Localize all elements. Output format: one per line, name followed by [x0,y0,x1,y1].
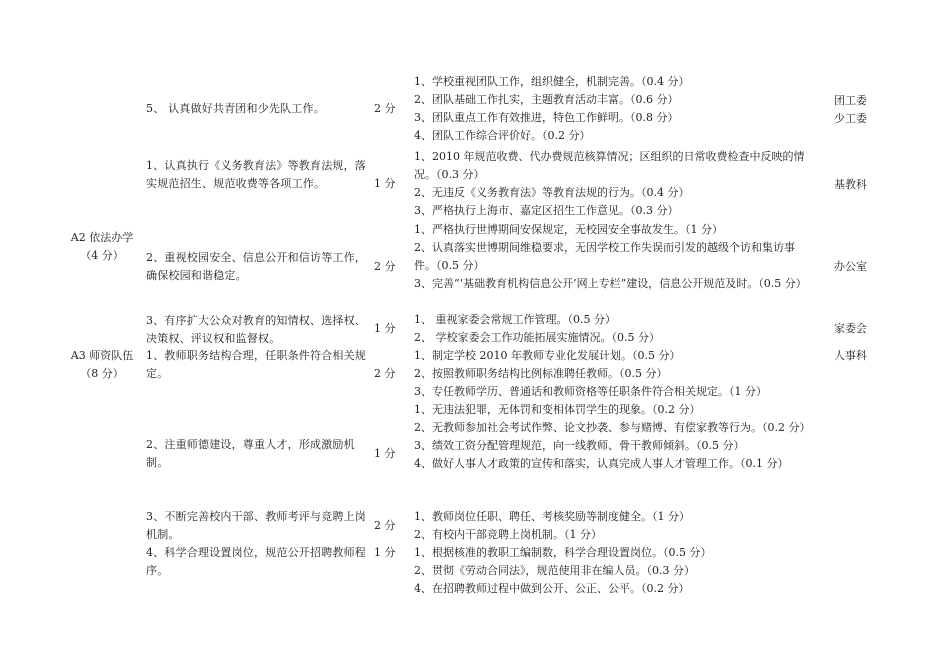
criteria-line: 2、有校内干部竞聘上岗机制。（1 分） [414,528,602,541]
criteria-list [414,347,814,401]
criteria-line: 1、2010 年规范收费、代办费规范核算情况；区组织的日常收费检查中反映的情况。（0.3 分） [414,150,805,181]
criteria-line: 4、做好人事人才政策的宣传和落实，认真完成人事人才管理工作。（0.1 分） [414,457,789,470]
item-text: 3、有序扩大公众对教育的知情权、选择权、决策权、评议权和监督权。 [146,314,366,345]
dept-label: 团工委 [834,94,867,107]
item-score: 2 分 [374,102,396,115]
criteria-list [414,401,814,473]
criteria-list [414,73,814,145]
item-score: 2 分 [374,367,396,380]
criteria-line: 1、学校重视团队工作，组织健全，机制完善。（0.4 分） [414,75,690,88]
criteria-line: 2、无教师参加社会考试作弊、论文抄袭、参与赌博、有偿家教等行为。（0.2 分） [414,421,811,434]
dept-label: 人事科 [834,349,867,362]
criteria-line: 1、根据核准的教职工编制数，科学合理设置岗位。（0.5 分） [414,546,712,559]
criteria-line: 3、完善“‘基础教育机构信息公开’网上专栏”建设，信息公开规范及时。（0.5 分） [414,277,807,290]
item-score: 1 分 [374,177,396,190]
criteria-list [414,221,814,293]
criteria-line: 3、绩效工资分配管理规范，向一线教师、骨干教师倾斜。（0.5 分） [414,439,745,452]
item-score: 1 分 [374,546,396,559]
item-text: 1、教师职务结构合理，任职条件符合相关规定。 [146,349,366,380]
dept-label: 家委会 [834,322,867,335]
criteria-line: 3、严格执行上海市、嘉定区招生工作意见。（0.3 分） [414,204,679,217]
criteria-line: 2、团队基础工作扎实，主题教育活动丰富。（0.6 分） [414,93,679,106]
criteria-line: 4、团队工作综合评价好。（0.2 分） [414,129,591,142]
category-a3-label [62,347,142,383]
category-a2-label [62,229,142,265]
item-text: 1、认真执行《义务教育法》等教育法规，落实规范招生、规范收费等各项工作。 [146,159,366,190]
criteria-line: 2、认真落实世博期间维稳要求，无因学校工作失误而引发的越级个访和集访事件。（0.5 分） [414,241,795,272]
criteria-list [414,148,814,220]
dept-label: 少工委 [834,112,867,125]
dept-label: 基教科 [834,178,867,191]
item-score: 1 分 [374,447,396,460]
category-a2-title: A2 依法办学 [70,231,134,244]
category-a2-score: （4 分） [80,249,124,262]
criteria-line: 2、按照教师职务结构比例标准聘任教师。（0.5 分） [414,367,668,380]
criteria-line: 1、无违法犯罪，无体罚和变相体罚学生的现象。（0.2 分） [414,403,701,416]
criteria-line: 1、 重视家委会常规工作管理。（0.5 分） [414,313,616,326]
criteria-line: 2、无违反《义务教育法》等教育法规的行为。（0.4 分） [414,186,690,199]
criteria-line: 2、 学校家委会工作功能拓展实施情况。（0.5 分） [414,331,660,344]
criteria-line: 1、严格执行世博期间安保规定，无校园安全事故发生。（1 分） [414,223,723,236]
item-text: 3、不断完善校内干部、教师考评与竞聘上岗机制。 [146,510,366,541]
item-text: 4、科学合理设置岗位，规范公开招聘教师程序。 [146,546,366,577]
item-score: 2 分 [374,519,396,532]
criteria-line: 1、教师岗位任职、聘任、考核奖励等制度健全。（1 分） [414,510,690,523]
item-score: 1 分 [374,322,396,335]
criteria-line: 2、贯彻《劳动合同法》，规范使用非在编人员。（0.3 分） [414,564,695,577]
item-text: 2、注重师德建设，尊重人才，形成激励机制。 [146,438,355,469]
category-a3-score: （8 分） [80,367,124,380]
category-a3-title: A3 师资队伍 [70,349,134,362]
criteria-line: 4、在招聘教师过程中做到公开、公正、公平。（0.2 分） [414,582,690,595]
criteria-line: 3、团队重点工作有效推进，特色工作鲜明。（0.8 分） [414,111,679,124]
criteria-list [414,544,814,598]
criteria-line: 3、专任教师学历、普通话和教师资格等任职条件符合相关规定。（1 分） [414,385,767,398]
item-text: 5、 认真做好共青团和少先队工作。 [146,102,325,115]
dept-label: 办公室 [834,260,867,273]
item-text: 2、重视校园安全、信息公开和信访等工作，确保校园和谐稳定。 [146,251,366,282]
criteria-list [414,311,814,347]
criteria-line: 1、制定学校 2010 年教师专业化发展计划。（0.5 分） [414,349,681,362]
criteria-list [414,508,814,544]
item-score: 2 分 [374,260,396,273]
